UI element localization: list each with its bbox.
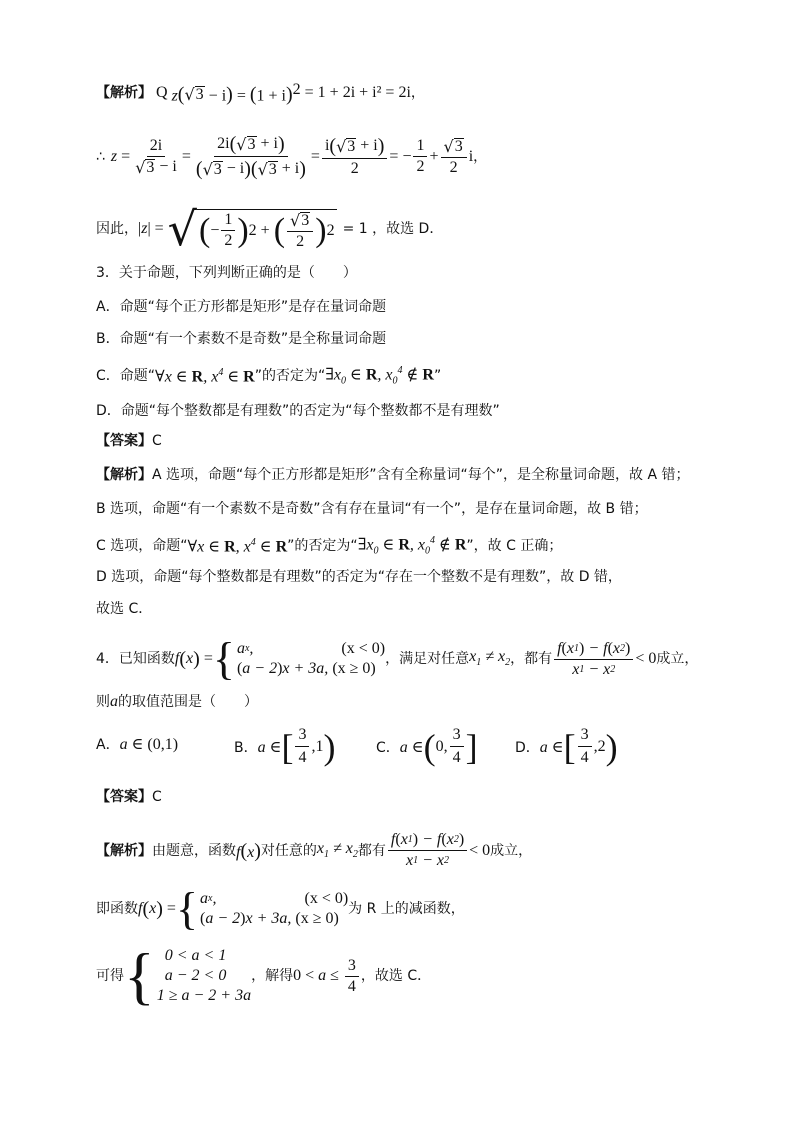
text: ”的否定为“	[287, 538, 358, 555]
x1-neq-x2: $x_1 \ne x_2$	[469, 648, 511, 669]
question-3-option-c	[96, 366, 441, 387]
text: 都有	[357, 842, 386, 859]
text: ，满足对任意	[385, 651, 470, 667]
forall-statement: ∀x ∈ R, $x^4$ ∈ R	[187, 536, 288, 555]
question-3-conclusion: 故选 C．	[96, 601, 153, 617]
fraction-3: i ( √ 3 + i ) 2	[322, 136, 387, 177]
therefore-symbol: ∴	[96, 148, 105, 165]
solution-tag: 【解析】	[96, 467, 152, 483]
text: 对任意的	[260, 842, 317, 859]
text: 即函数	[96, 901, 138, 917]
text: ，解得	[251, 968, 294, 984]
answer-value: C	[152, 789, 162, 805]
exists-statement: $\exists x_0$ ∈ R, $x_0^4$ ∉ R	[325, 365, 434, 387]
question-4-answer	[96, 790, 162, 804]
text: ”的否定为“	[254, 368, 326, 385]
solution-tag: 【解析】	[96, 842, 152, 859]
text: ，都有	[510, 651, 553, 667]
question-4-option-a: A． a ∈ (0,1)	[96, 736, 179, 753]
question-4-explanation-2	[96, 883, 465, 934]
text: 成立，	[490, 842, 533, 859]
exists-statement: $\exists x_0$ ∈ R, $x_0^4$ ∉ R	[357, 535, 467, 557]
fraction-sqrt3-half: √ 3 2	[441, 138, 467, 176]
question-3-answer	[96, 434, 162, 448]
question-3-explanation-c	[96, 536, 562, 557]
text: B．	[234, 739, 258, 756]
question-3-explanation-d: D 选项，命题“每个整数都是有理数”的否定为“存在一个整数不是有理数”，故 D 错，	[96, 569, 622, 585]
text: C．	[376, 739, 400, 756]
answer-tag: 【答案】	[96, 433, 152, 449]
text: ”	[433, 368, 442, 385]
conclusion-text: = 1 ，故选 D．	[342, 221, 444, 237]
question-4-option-c: C． a ∈ ( 0, $\frac{3}{4}$ ]	[376, 726, 478, 767]
equation-expansion: = 1 + 2i + i² = 2i	[304, 84, 411, 102]
text: 成立，	[656, 651, 699, 667]
question-4-explanation-3: 可得 { 0 < a < 1 a − 2 < 0 1 ≥ a − 2 + 3a ，解得 0 < a ≤ $\frac{3}{4}$ ，故选 C．	[96, 940, 432, 1011]
z-variable: z =	[110, 147, 131, 165]
solution-tag: 【解析】	[96, 85, 152, 102]
question-4-option-d: D． a ∈ [ $\frac{3}{4}$ ,2 )	[515, 726, 618, 767]
solution-line-1	[96, 82, 425, 104]
fraction-2: 2i ( √ 3 + i ) ( √ 3 − i ) ( √ 3 + i )	[195, 133, 306, 180]
text: C 选项，命题“	[96, 538, 188, 555]
question-3-option-d: D．命题“每个整数都是有理数”的否定为“每个整数都不是有理数”	[96, 403, 500, 419]
text: D．	[515, 739, 540, 756]
answer-tag: 【答案】	[96, 789, 152, 805]
question-3-explanation-a	[96, 468, 690, 482]
question-3-explanation-b: B 选项，命题“有一个素数不是奇数”含有存在量词“有一个”，是存在量词命题，故 B 错；	[96, 501, 648, 517]
fraction-half: $\frac{1}{2}$	[413, 138, 427, 175]
text: 4．已知函数	[96, 651, 175, 667]
question-4-stem-2	[96, 694, 258, 710]
punct: ，	[410, 85, 425, 102]
text: C．命题“	[96, 368, 156, 385]
because-symbol: Q	[156, 84, 168, 102]
question-3-option-a: A．命题“每个正方形都是矩形”是存在量词命题	[96, 299, 387, 315]
question-3-stem: 3．关于命题，下列判断正确的是（ ）	[96, 265, 357, 281]
question-4-option-b: B． a ∈ [ $\frac{3}{4}$ ,1 )	[234, 726, 336, 767]
question-3-option-b: B．命题“有一个素数不是奇数”是全称量词命题	[96, 331, 387, 347]
text: 则	[96, 694, 110, 710]
difference-quotient: f ( x 1 ) − f ( x 2 ) x 1 − x 2	[554, 641, 633, 678]
piecewise-function: f ( x ) = { a x , (x < 0) ( a − 2 ) x + 3a, (x ≥ 0)	[138, 883, 349, 934]
fraction-1: 2i √ 3 − i	[135, 136, 177, 177]
hence-text: 因此，	[96, 221, 138, 237]
solution-line-2: ∴ z = 2i √ 3 − i = 2i ( √ 3 + i ) ( √ 3 − i ) ( √ 3 + i ) = i ( √ 3 + i ) 2 = − $\frac{1}{2}$ + √ 3 2 i ，	[96, 133, 488, 180]
text: ，故选 C．	[360, 968, 432, 984]
variable-a: a	[110, 693, 118, 710]
question-4-explanation-1: 【解析】 由题意，函数 f(x) 对任意的 $x_1 \ne x_2$ 都有 f ( x 1 ) − f ( x 2 ) x 1 − x 2 < 0 成立，	[96, 831, 533, 869]
question-4-stem: 4．已知函数 f ( x ) = { a x , (x < 0) ( a − 2 ) x + 3a, (x ≥ 0) ，满足对任意 $x_1 \ne x_2$ ，都有 f ( x 1 ) − f ( x 2 ) x 1 − x 2 < 0 成立，	[96, 633, 699, 684]
answer-value: C	[152, 433, 162, 449]
text: 由题意，函数	[152, 842, 236, 859]
text: 的取值范围是（ ）	[118, 694, 258, 710]
text: ”，故 C 正确；	[466, 538, 563, 555]
difference-quotient: f ( x 1 ) − f ( x 2 ) x 1 − x 2	[388, 832, 467, 869]
inequality-system: { 0 < a < 1 a − 2 < 0 1 ≥ a − 2 + 3a	[124, 940, 252, 1011]
equation-z-product: z( √ 3 − $i) = (1 + i)^2$	[171, 81, 301, 106]
text: 为 R 上的减函数，	[348, 901, 465, 917]
text: A．	[96, 737, 120, 753]
punct: ，	[473, 148, 488, 165]
modulus-expression: | z | = √ ( − $\frac{1}{2}$ ) 2 + ( √ 3 2 ) 2	[138, 202, 335, 256]
solution-line-3	[96, 202, 444, 256]
piecewise-function: f ( x ) = { a x , (x < 0) ( a − 2 ) x + 3a, (x ≥ 0)	[174, 633, 386, 684]
text: 可得	[96, 968, 124, 984]
forall-statement: ∀x ∈ R, $x^4$ ∈ R	[155, 366, 255, 385]
text: A 选项，命题“每个正方形都是矩形”含有全称量词“每个”，是全称量词命题，故 A 错；	[152, 467, 690, 483]
